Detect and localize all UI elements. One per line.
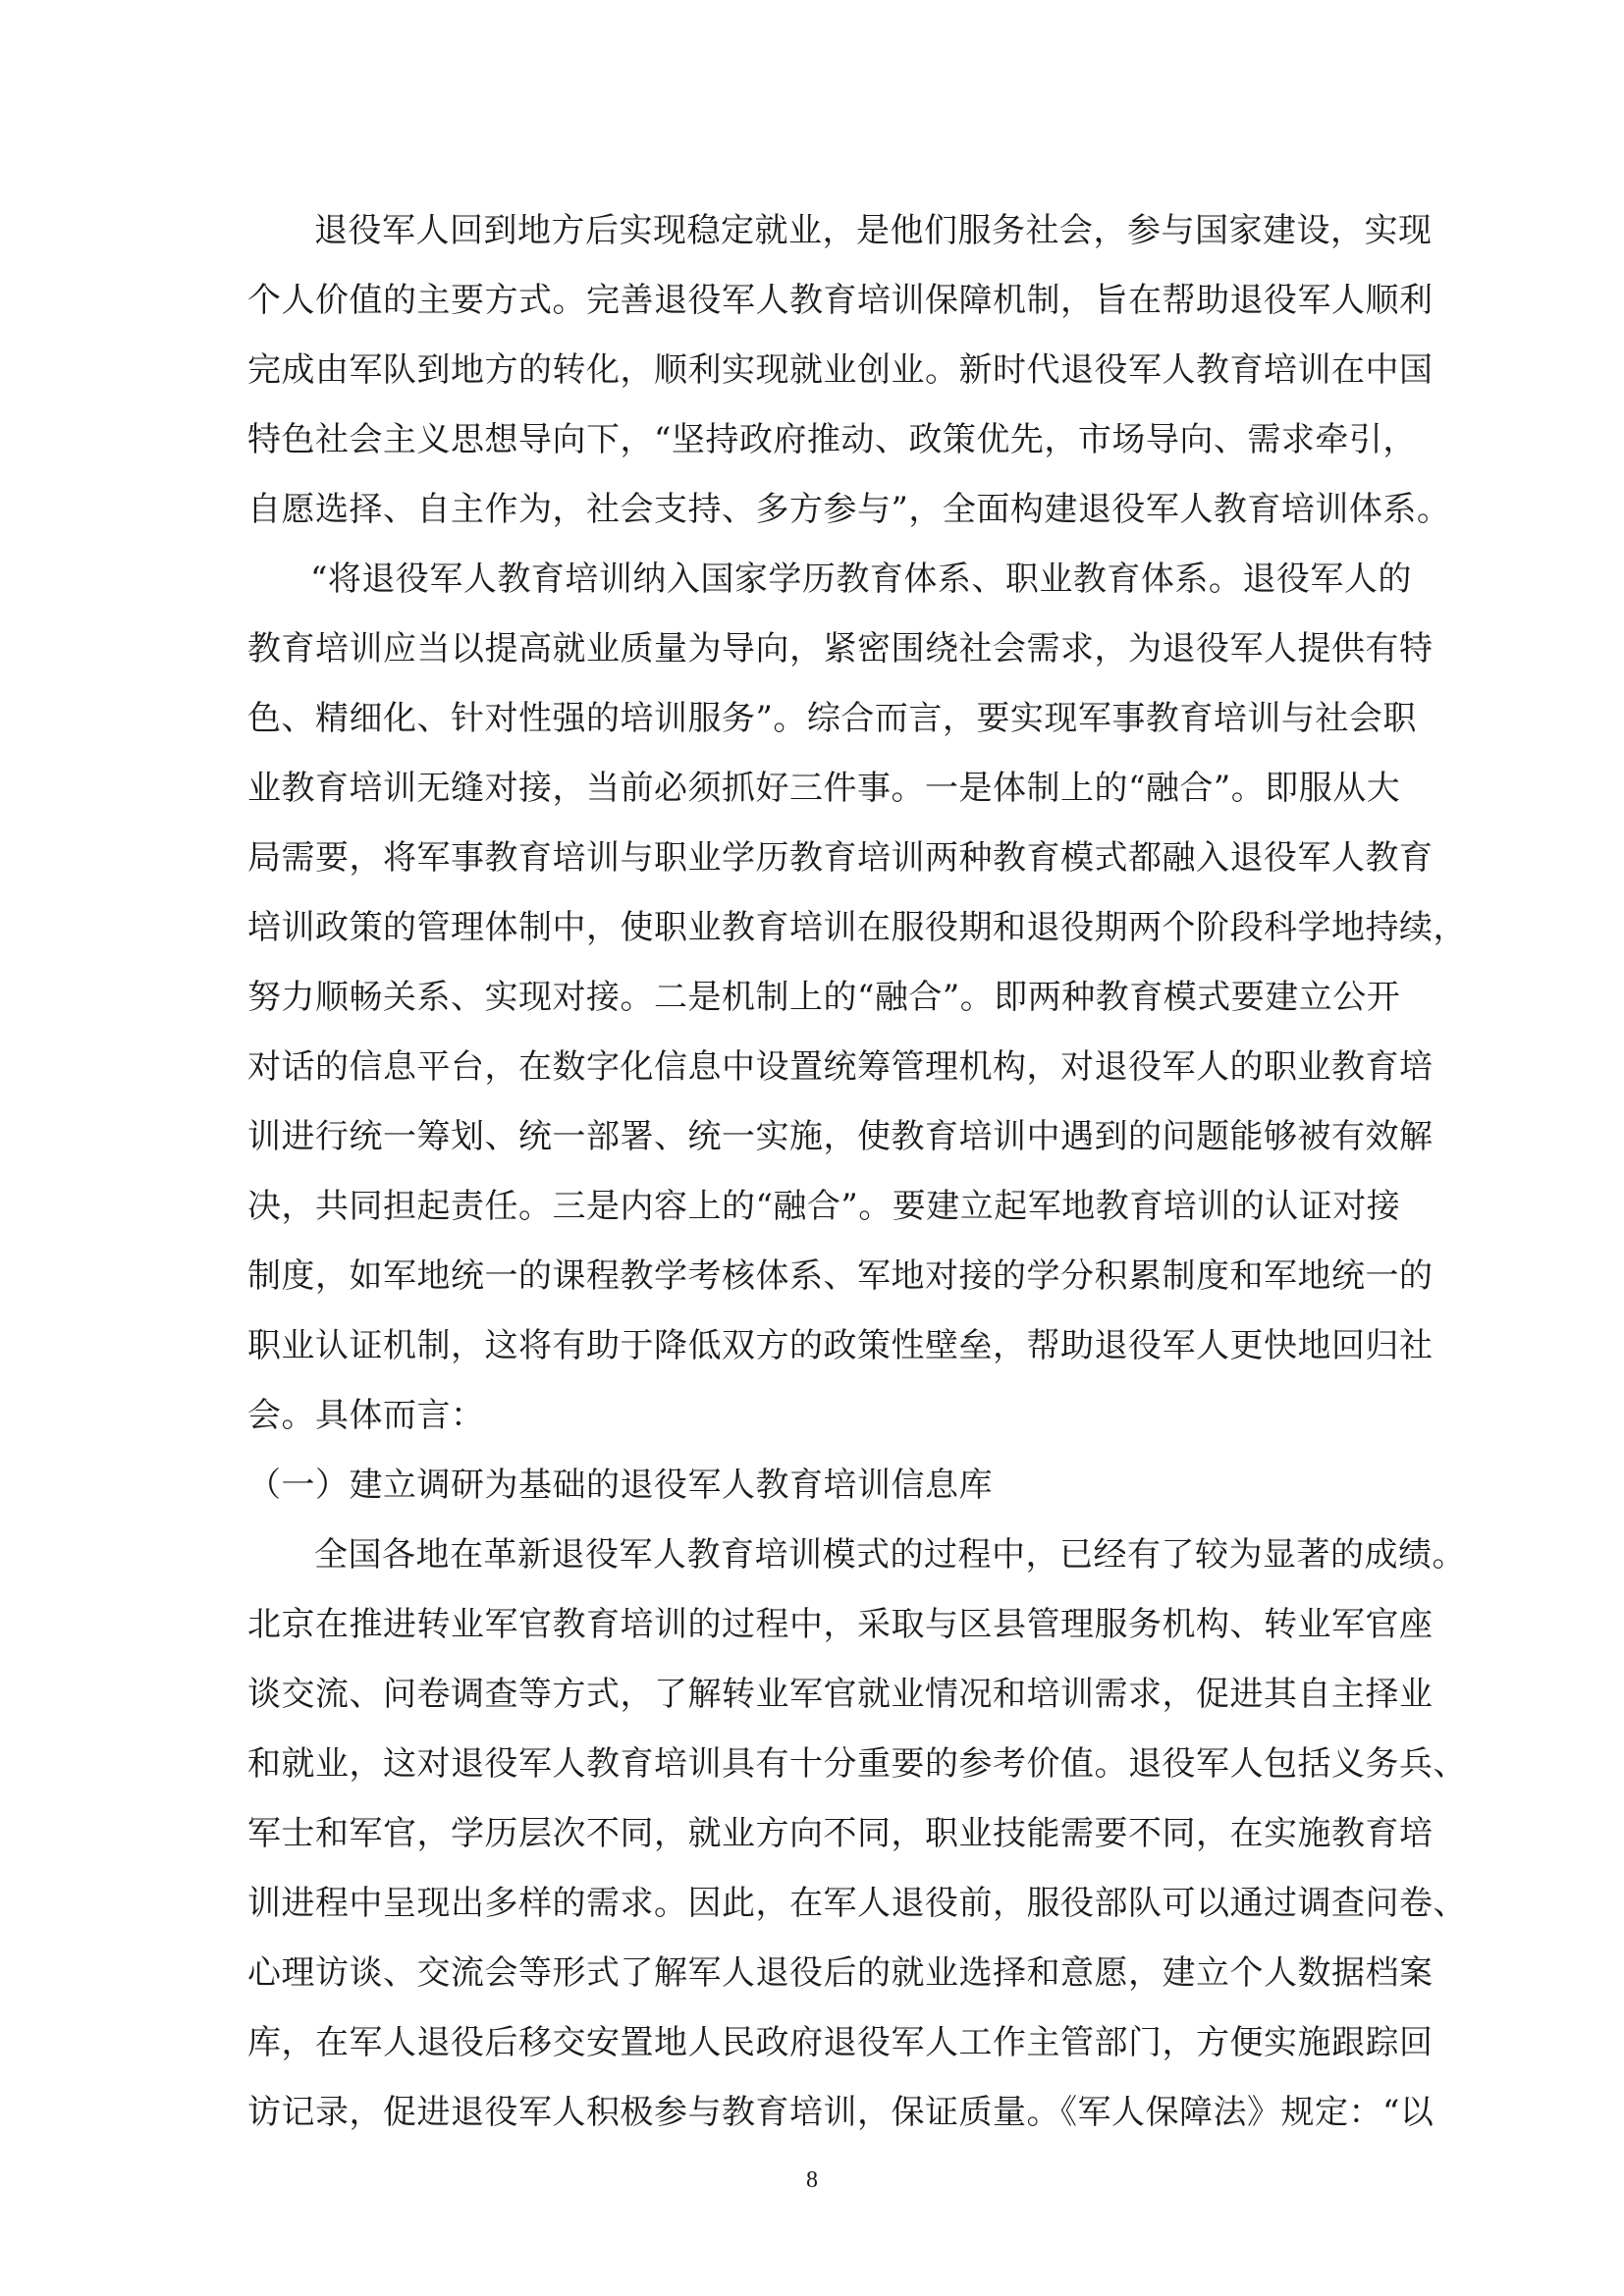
text-line-21: 北京在推进转业军官教育培训的过程中，采取与区县管理服务机构、转业军官座 xyxy=(247,1605,1434,1644)
text-line-3: 完成由军队到地方的转化，顺利实现就业创业。新时代退役军人教育培训在中国 xyxy=(247,350,1434,390)
text-line-7: 教育培训应当以提高就业质量为导向，紧密围绕社会需求，为退役军人提供有特 xyxy=(247,629,1434,668)
text-line-9: 业教育培训无缝对接，当前必须抓好三件事。一是体制上的“融合”。即服从大 xyxy=(247,769,1401,808)
text-line-26: 心理访谈、交流会等形式了解军人退役后的就业选择和意愿，建立个人数据档案 xyxy=(247,1953,1434,1993)
text-line-4: 特色社会主义思想导向下，“坚持政府推动、政策优先，市场导向、需求牵引， xyxy=(247,420,1417,459)
text-line-15: 决，共同担起责任。三是内容上的“融合”。要建立起军地教育培训的认证对接 xyxy=(247,1187,1401,1226)
text-line-13: 对话的信息平台，在数字化信息中设置统筹管理机构，对退役军人的职业教育培 xyxy=(247,1047,1434,1087)
text-line-16: 制度，如军地统一的课程教学考核体系、军地对接的学分积累制度和军地统一的 xyxy=(247,1256,1434,1296)
text-line-2: 个人价值的主要方式。完善退役军人教育培训保障机制，旨在帮助退役军人顺利 xyxy=(247,281,1434,320)
text-line-6: “将退役军人教育培训纳入国家学历教育体系、职业教育体系。退役军人的 xyxy=(310,560,1412,599)
text-line-5: 自愿选择、自主作为，社会支持、多方参与”，全面构建退役军人教育培训体系。 xyxy=(247,490,1451,529)
section-heading: （一）建立调研为基础的退役军人教育培训信息库 xyxy=(247,1466,993,1505)
text-line-10: 局需要，将军事教育培训与职业学历教育培训两种教育模式都融入退役军人教育 xyxy=(247,838,1434,878)
text-line-14: 训进行统一筹划、统一部署、统一实施，使教育培训中遇到的问题能够被有效解 xyxy=(247,1117,1434,1156)
text-line-17: 职业认证机制，这将有助于降低双方的政策性壁垒，帮助退役军人更快地回归社 xyxy=(247,1326,1434,1365)
text-line-25: 训进程中呈现出多样的需求。因此，在军人退役前，服役部队可以通过调查问卷、 xyxy=(247,1884,1467,1923)
page-number: 8 xyxy=(806,2167,818,2193)
text-line-20: 全国各地在革新退役军人教育培训模式的过程中，已经有了较为显著的成绩。 xyxy=(314,1535,1466,1575)
text-line-24: 军士和军官，学历层次不同，就业方向不同，职业技能需要不同，在实施教育培 xyxy=(247,1814,1434,1853)
text-line-27: 库，在军人退役后移交安置地人民政府退役军人工作主管部门，方便实施跟踪回 xyxy=(247,2023,1434,2062)
text-line-28: 访记录，促进退役军人积极参与教育培训，保证质量。《军人保障法》规定：“以 xyxy=(247,2093,1435,2132)
text-line-8: 色、精细化、针对性强的培训服务”。综合而言，要实现军事教育培训与社会职 xyxy=(247,699,1417,738)
text-line-22: 谈交流、问卷调查等方式，了解转业军官就业情况和培训需求，促进其自主择业 xyxy=(247,1675,1434,1714)
text-line-23: 和就业，这对退役军人教育培训具有十分重要的参考价值。退役军人包括义务兵、 xyxy=(247,1744,1467,1784)
text-line-18: 会。具体而言： xyxy=(247,1396,485,1435)
text-line-1: 退役军人回到地方后实现稳定就业，是他们服务社会，参与国家建设，实现 xyxy=(314,211,1433,250)
text-line-12: 努力顺畅关系、实现对接。二是机制上的“融合”。即两种教育模式要建立公开 xyxy=(247,978,1401,1017)
text-line-11: 培训政策的管理体制中，使职业教育培训在服役期和退役期两个阶段科学地持续， xyxy=(247,908,1467,947)
